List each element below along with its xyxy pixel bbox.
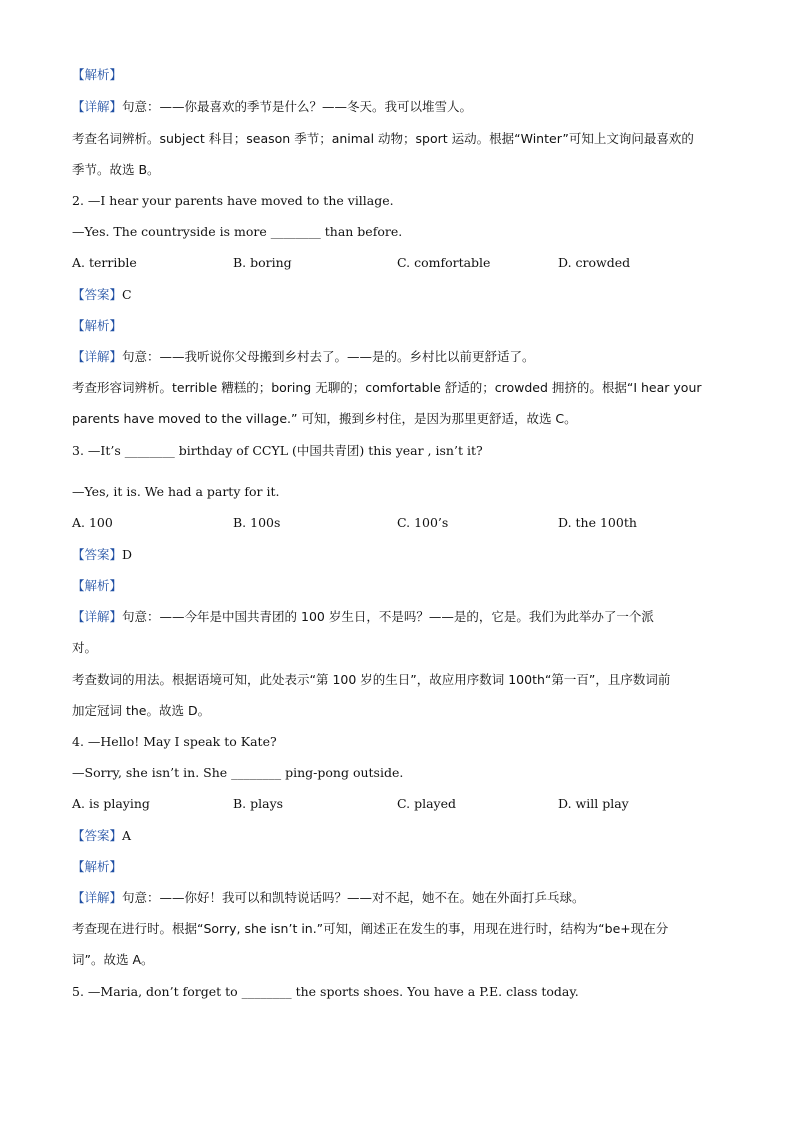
detail-label: 【详解】 <box>72 99 123 114</box>
q3-detail <box>72 608 724 626</box>
q1-detail <box>72 98 724 116</box>
analysis-label: 【解析】 <box>72 318 123 333</box>
q4-answer <box>72 827 724 845</box>
q3-explain-line-1: 考查数词的用法。根据语境可知，此处表示“第 100 岁的生日”，故应用序数词 100th“第一百”，且序数词前 <box>72 672 671 687</box>
q3-detail-text: 句意：——今年是中国共青团的 100 岁生日，不是吗？——是的，它是。我们为此举办了一个派 <box>122 609 654 624</box>
q4-option-d: D. will play <box>558 796 629 811</box>
q4-option-c: C. played <box>397 796 456 811</box>
detail-label: 【详解】 <box>72 890 123 905</box>
analysis-label: 【解析】 <box>72 859 123 874</box>
q3-explain-line-2: 加定冠词 the。故选 D。 <box>72 703 211 718</box>
q3-answer <box>72 546 724 564</box>
q2-option-d: D. crowded <box>558 255 631 270</box>
q2-option-c: C. comfortable <box>397 255 491 270</box>
q3-option-a: A. 100 <box>72 515 113 530</box>
q4-stem-line-2: —Sorry, she isn’t in. She ________ ping-pong outside. <box>72 765 404 780</box>
q3-option-c: C. 100’s <box>397 515 449 530</box>
answer-label: 【答案】 <box>72 287 123 302</box>
q3-option-b: B. 100s <box>233 515 281 530</box>
q4-options <box>72 795 724 813</box>
q1-analysis-heading <box>72 66 724 84</box>
q2-explain-line-1: 考查形容词辨析。terrible 糟糕的；boring 无聊的；comfortable 舒适的；crowded 拥挤的。根据“I hear your <box>72 380 702 395</box>
q2-options <box>72 254 724 272</box>
detail-label: 【详解】 <box>72 609 123 624</box>
q2-analysis-heading <box>72 317 724 335</box>
analysis-label: 【解析】 <box>72 578 123 593</box>
q1-explain-line-1: 考查名词辨析。subject 科目；season 季节；animal 动物；sport 运动。根据“Winter”可知上文询问最喜欢的 <box>72 131 694 146</box>
q4-explain-line-2: 词”。故选 A。 <box>72 952 154 967</box>
q2-stem-line-1: 2. —I hear your parents have moved to the village. <box>72 193 394 208</box>
q4-detail <box>72 889 724 907</box>
q4-stem-line-1: 4. —Hello! May I speak to Kate? <box>72 734 277 749</box>
q2-answer <box>72 286 724 304</box>
q3-analysis-heading <box>72 577 724 595</box>
q2-explain-line-2: parents have moved to the village.” 可知，搬到乡村住，是因为那里更舒适，故选 C。 <box>72 411 577 426</box>
q3-stem-line-2: —Yes, it is. We had a party for it. <box>72 484 280 499</box>
q4-answer-value: A <box>122 828 132 843</box>
q4-analysis-heading <box>72 858 724 876</box>
detail-label: 【详解】 <box>72 349 123 364</box>
q2-option-b: B. boring <box>233 255 292 270</box>
q4-detail-text: 句意：——你好！我可以和凯特说话吗？——对不起，她不在。她在外面打乒乓球。 <box>122 890 585 905</box>
q4-option-b: B. plays <box>233 796 284 811</box>
q5-stem-line-1: 5. —Maria, don’t forget to ________ the sports shoes. You have a P.E. class today. <box>72 984 579 999</box>
q4-explain-line-1: 考查现在进行时。根据“Sorry, she isn’t in.”可知，阐述正在发生的事，用现在进行时，结构为“be+现在分 <box>72 921 669 936</box>
analysis-label: 【解析】 <box>72 67 123 82</box>
q2-detail <box>72 348 724 366</box>
q3-stem-line-1: 3. —It’s ________ birthday of CCYL (中国共青团) this year , isn’t it? <box>72 443 483 458</box>
q2-option-a: A. terrible <box>72 255 137 270</box>
q3-answer-value: D <box>122 547 133 562</box>
answer-label: 【答案】 <box>72 828 123 843</box>
q1-explain-line-2: 季节。故选 B。 <box>72 162 160 177</box>
q1-detail-text: 句意：——你最喜欢的季节是什么？——冬天。我可以堆雪人。 <box>122 99 473 114</box>
q2-answer-value: C <box>122 287 132 302</box>
q2-stem-line-2: —Yes. The countryside is more ________ than before. <box>72 224 403 239</box>
q2-detail-text: 句意：——我听说你父母搬到乡村去了。——是的。乡村比以前更舒适了。 <box>122 349 535 364</box>
answer-label: 【答案】 <box>72 547 123 562</box>
q3-option-d: D. the 100th <box>558 515 637 530</box>
q3-detail-line-2: 对。 <box>72 640 98 655</box>
q3-options <box>72 514 724 532</box>
q4-option-a: A. is playing <box>72 796 150 811</box>
